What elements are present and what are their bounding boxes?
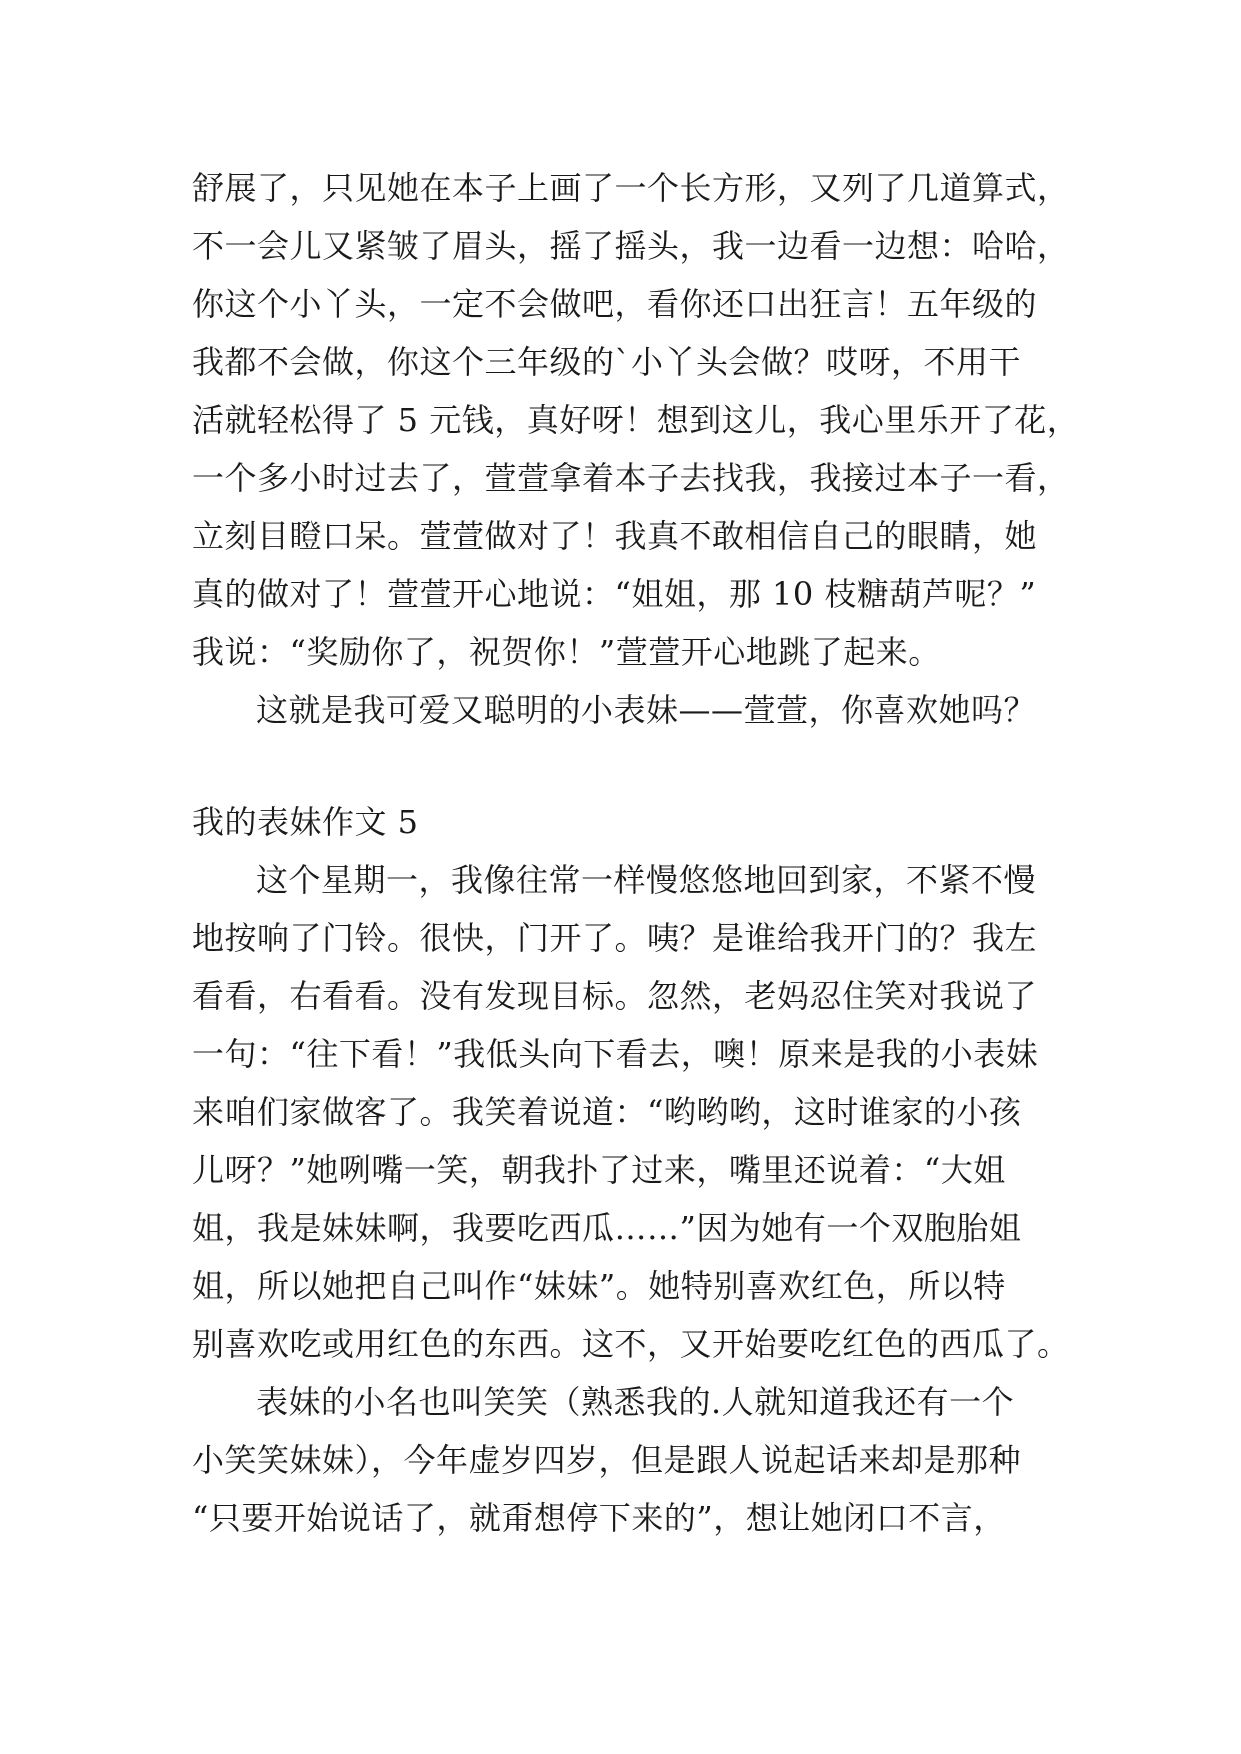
paragraph-line: “只要开始说话了，就甭想停下来的”，想让她闭口不言， <box>192 1499 1006 1537</box>
paragraph-line: 一句：“往下看！”我低头向下看去，噢！原来是我的小表妹 <box>192 1035 1039 1073</box>
paragraph-line: 姐，所以她把自己叫作“妹妹”。她特别喜欢红色，所以特 <box>192 1267 1006 1305</box>
paragraph-line: 来咱们家做客了。我笑着说道：“哟哟哟，这时谁家的小孩 <box>192 1093 1022 1131</box>
paragraph-line: 儿呀？”她咧嘴一笑，朝我扑了过来，嘴里还说着：“大姐 <box>192 1151 1006 1189</box>
paragraph-line: 我都不会做，你这个三年级的`小丫头会做？哎呀，不用干 <box>192 343 1022 381</box>
paragraph-line: 小笑笑妹妹），今年虚岁四岁，但是跟人说起话来却是那种 <box>192 1441 1022 1479</box>
paragraph-line: 你这个小丫头，一定不会做吧，看你还口出狂言！五年级的 <box>192 285 1038 323</box>
paragraph-line: 表妹的小名也叫笑笑（熟悉我的.人就知道我还有一个 <box>256 1383 1015 1421</box>
paragraph-line: 不一会儿又紧皱了眉头，摇了摇头，我一边看一边想：哈哈， <box>192 227 1070 265</box>
paragraph-line: 别喜欢吃或用红色的东西。这不，又开始要吃红色的西瓜了。 <box>192 1325 1070 1363</box>
paragraph-line: 一个多小时过去了，萱萱拿着本子去找我，我接过本子一看， <box>192 459 1070 497</box>
paragraph-line: 舒展了，只见她在本子上画了一个长方形，又列了几道算式， <box>192 169 1070 207</box>
section-heading: 我的表妹作文 5 <box>192 803 419 841</box>
paragraph-line: 立刻目瞪口呆。萱萱做对了！我真不敢相信自己的眼睛，她 <box>192 517 1038 555</box>
paragraph-line: 活就轻松得了 5 元钱，真好呀！想到这儿，我心里乐开了花， <box>192 401 1080 439</box>
paragraph-line: 我说：“奖励你了，祝贺你！”萱萱开心地跳了起来。 <box>192 633 941 671</box>
paragraph-line: 这个星期一，我像往常一样慢悠悠地回到家，不紧不慢 <box>256 861 1037 899</box>
paragraph-line: 这就是我可爱又聪明的小表妹——萱萱，你喜欢她吗？ <box>256 691 1037 729</box>
paragraph-line: 看看，右看看。没有发现目标。忽然，老妈忍住笑对我说了 <box>192 977 1038 1015</box>
paragraph-line: 地按响了门铃。很快，门开了。咦？是谁给我开门的？我左 <box>192 919 1038 957</box>
paragraph-line: 真的做对了！萱萱开心地说：“姐姐，那 10 枝糖葫芦呢？” <box>192 575 1037 613</box>
paragraph-line: 姐，我是妹妹啊，我要吃西瓜……”因为她有一个双胞胎姐 <box>192 1209 1022 1247</box>
